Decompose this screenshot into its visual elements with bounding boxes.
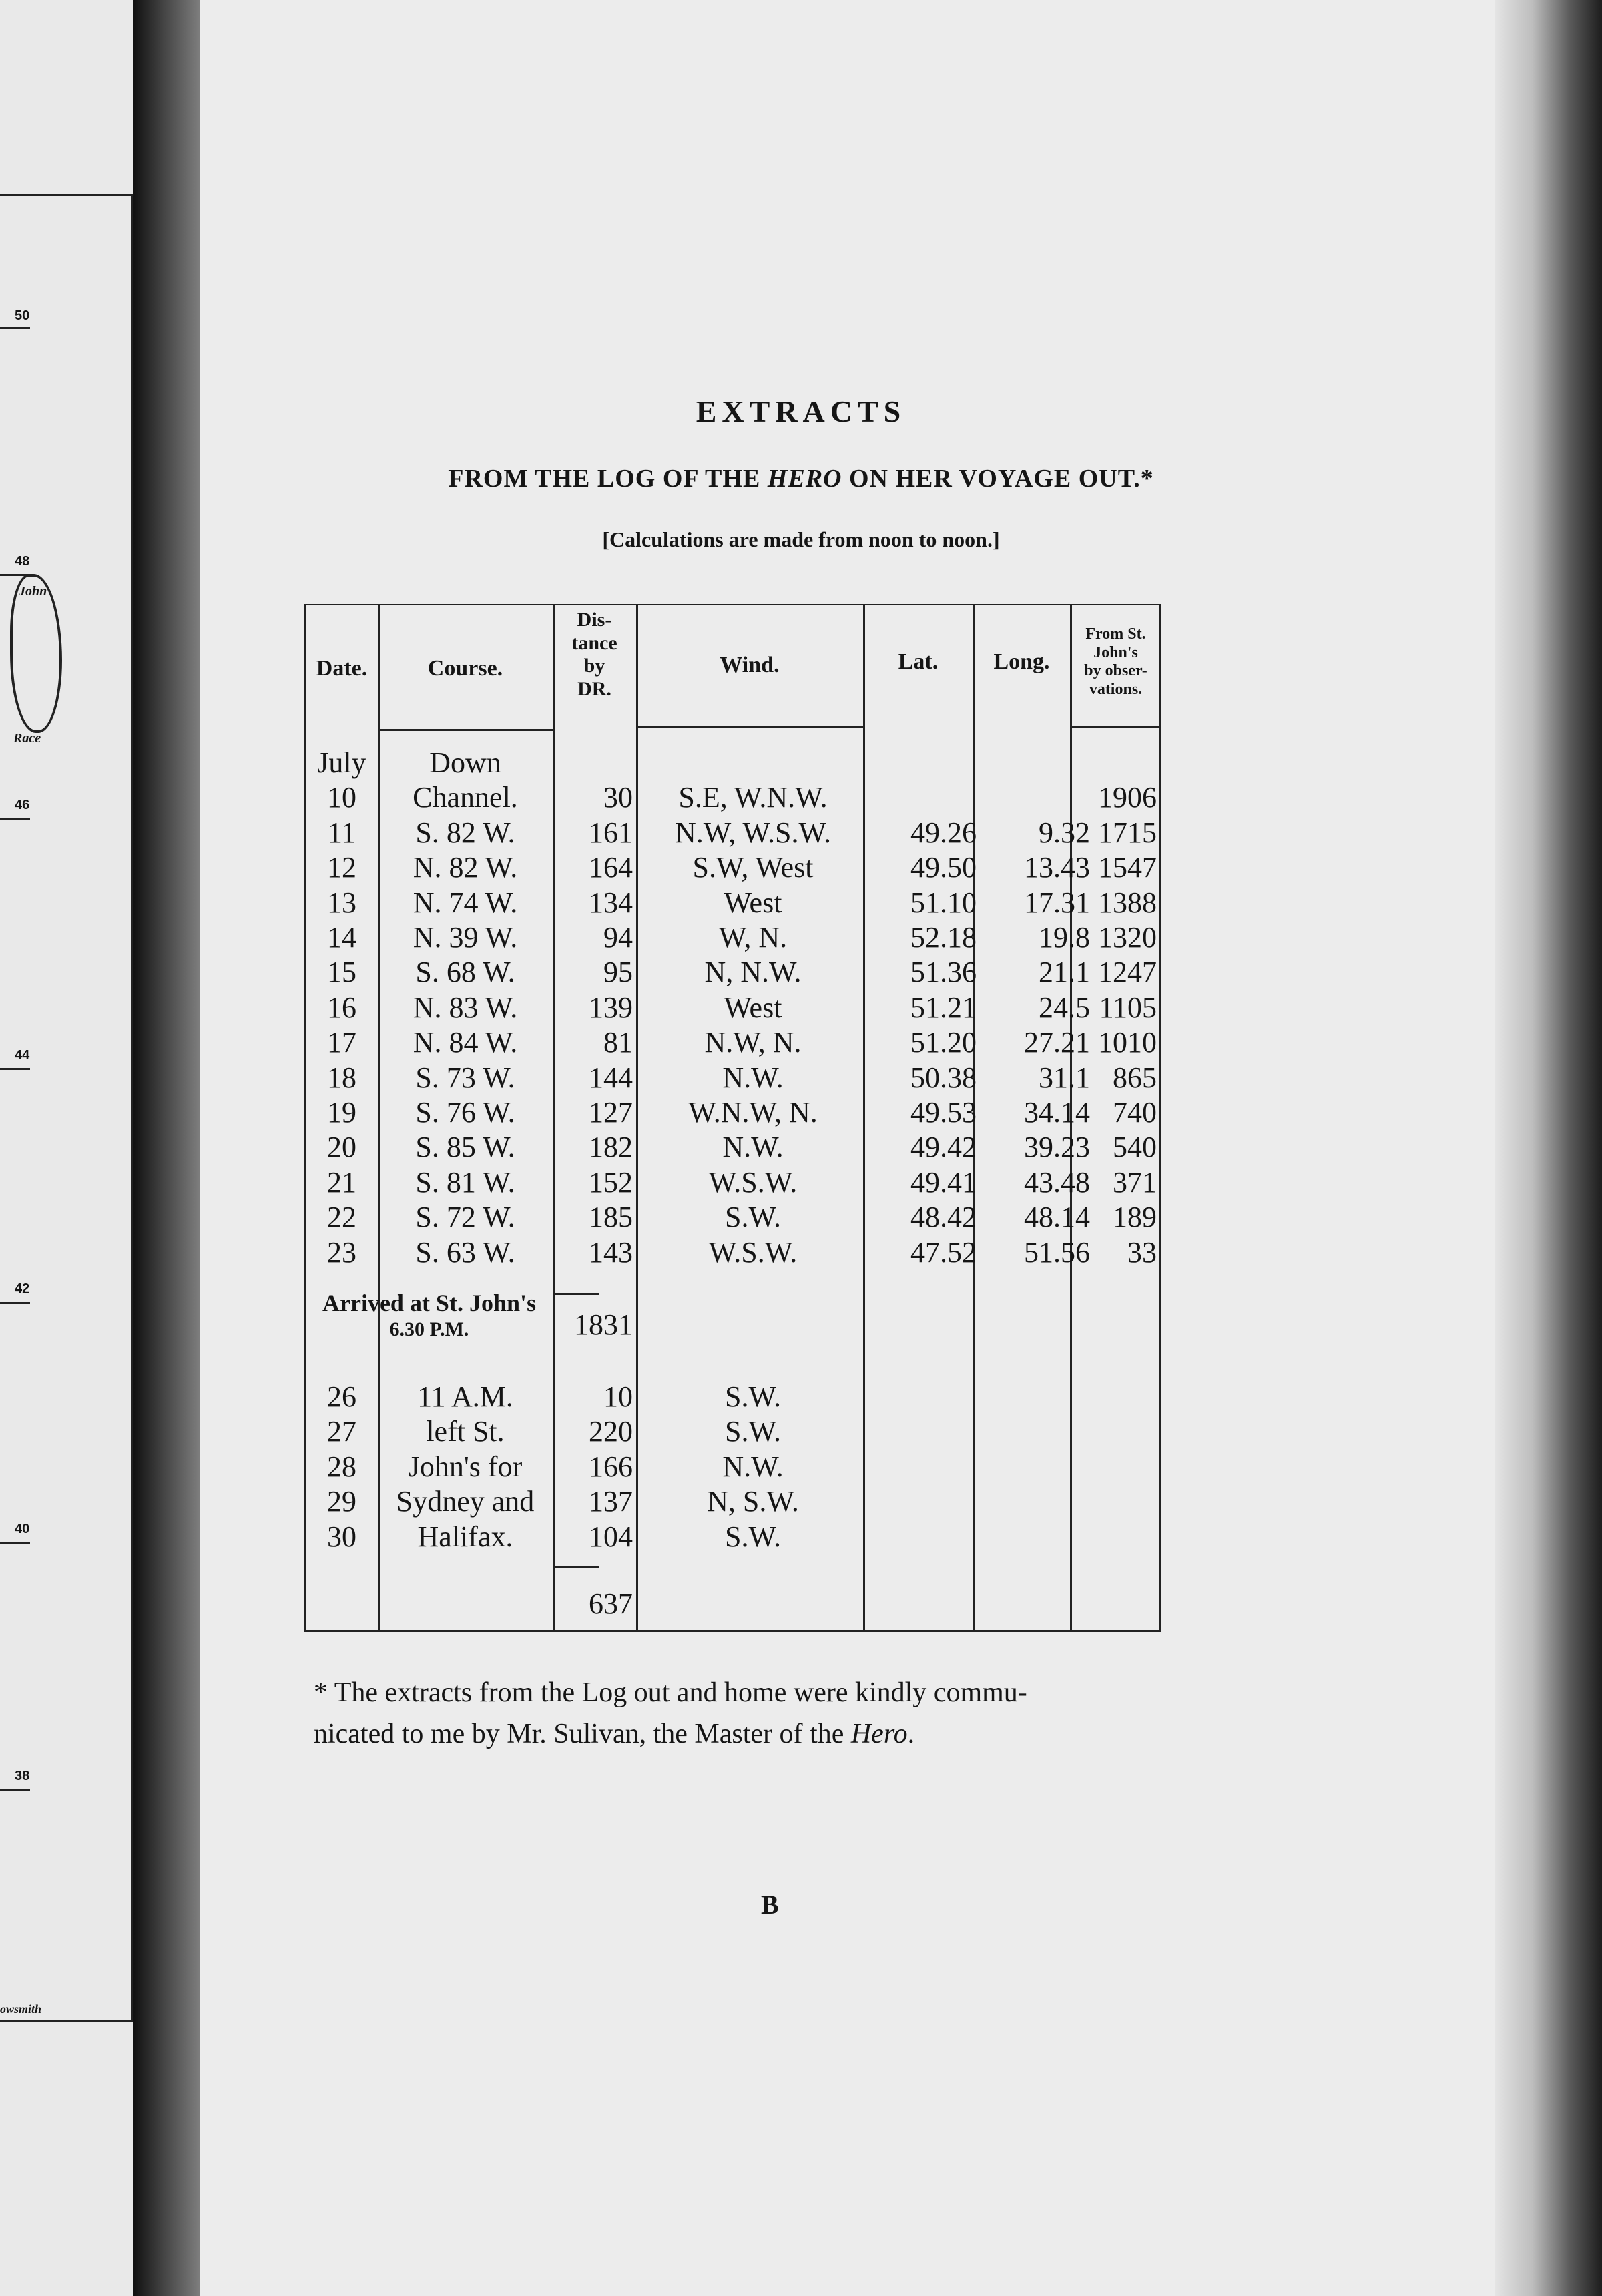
header-from-line: John's: [1093, 643, 1138, 661]
map-place-label: John: [19, 584, 47, 599]
cell-lat: 49.41: [910, 1165, 977, 1199]
cell-from: 1715: [1098, 816, 1157, 849]
cell-from: 865: [1113, 1061, 1157, 1094]
total-outward: 1831: [574, 1308, 633, 1341]
sum-rule: [553, 1293, 599, 1295]
footnote-line: * The extracts from the Log out and home were kindly commu-: [314, 1677, 1027, 1708]
cell-course: N. 39 W.: [413, 921, 518, 954]
cell-lat: 49.26: [910, 816, 977, 849]
header-date: Date.: [316, 656, 368, 681]
cell-lat: 47.52: [910, 1235, 977, 1269]
header-from-line: vations.: [1089, 680, 1143, 698]
cell-date: 26: [327, 1380, 356, 1413]
footnote: [314, 1672, 1181, 1755]
cell-date: 12: [327, 851, 356, 884]
cell-lat: 49.50: [910, 851, 977, 884]
cell-date: 14: [327, 921, 356, 954]
footnote-text: nicated to me by Mr. Sulivan, the Master of the: [314, 1719, 851, 1749]
cell-from: 1906: [1098, 781, 1157, 814]
map-tick: [0, 327, 30, 329]
arrival-time: 6.30 P.M.: [389, 1318, 469, 1340]
cell-wind: West: [724, 990, 782, 1024]
map-lat-label: 40: [15, 1522, 30, 1536]
cell-long: 34.14: [1024, 1096, 1090, 1129]
cell-long: 51.56: [1024, 1235, 1090, 1269]
sum-rule: [553, 1566, 599, 1568]
subtitle-text: ON HER VOYAGE OUT.*: [842, 465, 1154, 493]
cell-from: 1388: [1098, 886, 1157, 919]
cell-course: S. 72 W.: [415, 1201, 515, 1234]
cell-course: 11 A.M.: [417, 1380, 513, 1413]
cell-dist: 104: [589, 1520, 633, 1553]
cell-course: S. 73 W.: [415, 1061, 515, 1094]
cell-long: 19.8: [1039, 921, 1090, 954]
map-lat-label: 46: [15, 798, 30, 812]
cell-lat: 51.36: [910, 956, 977, 989]
ship-name: Hero: [850, 1719, 908, 1749]
page-subtitle: [200, 464, 1402, 493]
cell-course: N. 83 W.: [413, 990, 518, 1024]
cell-long: 39.23: [1024, 1131, 1090, 1164]
cell-wind: S.W.: [725, 1415, 781, 1448]
column-divider: [636, 605, 638, 1630]
cell-date: 13: [327, 886, 356, 919]
cell-lat: 51.20: [910, 1026, 977, 1059]
cell-long: 27.21: [1024, 1026, 1090, 1059]
cell-wind: S.W.: [725, 1520, 781, 1553]
cell-wind: W.S.W.: [708, 1235, 798, 1269]
cell-course: S. 81 W.: [415, 1165, 515, 1199]
cell-wind: W, N.: [718, 921, 788, 954]
cell-from: 1320: [1098, 921, 1157, 954]
cell-long: 43.48: [1024, 1165, 1090, 1199]
total-homeward: 637: [589, 1587, 633, 1620]
map-credit: owsmith: [0, 2002, 42, 2016]
page-edge: [1495, 0, 1602, 2296]
cell-wind: S.W, West: [692, 851, 814, 884]
cell-course: Halifax.: [417, 1520, 513, 1553]
map-tick: [0, 818, 30, 820]
map-tick: [0, 1302, 30, 1304]
cell-from: 1010: [1098, 1026, 1157, 1059]
cell-course: S. 63 W.: [415, 1235, 515, 1269]
cell-from: 1547: [1098, 851, 1157, 884]
header-distance-line: by: [583, 655, 605, 677]
cell-date: 11: [327, 816, 356, 849]
cell-date: 16: [327, 990, 356, 1024]
cell-long: 9.32: [1039, 816, 1090, 849]
cell-dist: 10: [603, 1380, 633, 1413]
left-page-map: [0, 0, 144, 2296]
cell-date: 15: [327, 956, 356, 989]
cell-wind: S.E, W.N.W.: [678, 781, 828, 814]
header-lat: Lat.: [898, 649, 939, 674]
header-rule: [1070, 726, 1161, 728]
page-title: EXTRACTS: [696, 394, 906, 428]
map-lat-label: 44: [15, 1048, 30, 1063]
cell-course: S. 82 W.: [415, 816, 515, 849]
cell-date: 27: [327, 1415, 356, 1448]
header-distance-line: tance: [571, 631, 617, 654]
cell-dist: 139: [589, 990, 633, 1024]
header-rule: [636, 726, 863, 728]
cell-course: Sydney and: [396, 1485, 535, 1518]
cell-date: 17: [327, 1026, 356, 1059]
header-rule: [378, 729, 553, 731]
header-long: Long.: [993, 649, 1050, 674]
cell-dist: 182: [589, 1131, 633, 1164]
cell-from: 1247: [1098, 956, 1157, 989]
cell-wind: N.W, W.S.W.: [675, 816, 831, 849]
cell-dist: 127: [589, 1096, 633, 1129]
cell-from: 371: [1113, 1165, 1157, 1199]
cell-dist: 94: [603, 921, 633, 954]
header-distance-line: Dis-: [577, 609, 612, 631]
cell-course: N. 82 W.: [413, 851, 518, 884]
cell-lat: 51.10: [910, 886, 977, 919]
cell-dist: 137: [589, 1485, 633, 1518]
map-tick: [0, 1068, 30, 1070]
calculation-note: [Calculations are made from noon to noon.]: [602, 527, 1000, 551]
map-lat-label: 48: [15, 554, 30, 569]
cell-dist: 134: [589, 886, 633, 919]
log-table: [304, 604, 1161, 1632]
header-wind: Wind.: [720, 653, 780, 677]
cell-lat: 51.21: [910, 990, 977, 1024]
cell-course: N. 74 W.: [413, 886, 518, 919]
cell-from: 33: [1127, 1235, 1157, 1269]
cell-from: 740: [1113, 1096, 1157, 1129]
cell-long: 24.5: [1039, 990, 1090, 1024]
cell-long: 13.43: [1024, 851, 1090, 884]
cell-course: N. 84 W.: [413, 1026, 518, 1059]
cell-dist: 166: [589, 1450, 633, 1483]
cell-from: 1105: [1099, 990, 1157, 1024]
cell-date: 19: [327, 1096, 356, 1129]
cell-long: 17.31: [1024, 886, 1090, 919]
cell-wind: N.W.: [722, 1061, 784, 1094]
header-from-line: by obser-: [1084, 662, 1147, 680]
cell-date: 10: [327, 781, 356, 814]
cell-from: 189: [1113, 1201, 1157, 1234]
header-from-st-johns: [1070, 625, 1161, 699]
header-course: Course.: [427, 656, 503, 681]
cell-long: 48.14: [1024, 1201, 1090, 1234]
cell-wind: N, N.W.: [704, 956, 802, 989]
map-tick: [0, 1789, 30, 1791]
cell-dist: 143: [589, 1235, 633, 1269]
cell-course: S. 76 W.: [415, 1096, 515, 1129]
cell-dist: 30: [603, 781, 633, 814]
header-distance: [553, 609, 636, 701]
arrival-note: [306, 1289, 553, 1343]
cell-dist: 161: [589, 816, 633, 849]
cell-wind: N.W.: [722, 1450, 784, 1483]
cell-wind: N, S.W.: [707, 1485, 799, 1518]
cell-course: Down: [429, 746, 501, 779]
cell-long: 31.1: [1039, 1061, 1090, 1094]
ship-name: HERO: [767, 465, 842, 493]
cell-dist: 152: [589, 1165, 633, 1199]
map-place-label: Race: [13, 731, 41, 746]
cell-course: S. 68 W.: [415, 956, 515, 989]
cell-wind: N.W, N.: [704, 1026, 802, 1059]
cell-course: John's for: [408, 1450, 523, 1483]
footnote-text: .: [907, 1719, 915, 1749]
cell-from: 540: [1113, 1131, 1157, 1164]
map-lat-label: 42: [15, 1281, 30, 1296]
cell-wind: S.W.: [725, 1380, 781, 1413]
cell-date: 28: [327, 1450, 356, 1483]
cell-dist: 164: [589, 851, 633, 884]
cell-date: 30: [327, 1520, 356, 1553]
cell-lat: 48.42: [910, 1201, 977, 1234]
cell-wind: W.N.W, N.: [688, 1096, 818, 1129]
header-distance-line: DR.: [577, 677, 611, 700]
cell-dist: 144: [589, 1061, 633, 1094]
cell-date: 20: [327, 1131, 356, 1164]
header-from-line: From St.: [1085, 625, 1146, 643]
cell-wind: N.W.: [722, 1131, 784, 1164]
cell-course: Channel.: [413, 781, 518, 814]
cell-date: 23: [327, 1235, 356, 1269]
cell-dist: 185: [589, 1201, 633, 1234]
map-frame: [0, 194, 134, 2022]
cell-wind: W.S.W.: [708, 1165, 798, 1199]
cell-date: July: [317, 746, 366, 779]
cell-lat: 49.53: [910, 1096, 977, 1129]
arrival-line: Arrived at St. John's: [322, 1289, 536, 1316]
cell-course: left St.: [426, 1415, 505, 1448]
cell-dist: 95: [603, 956, 633, 989]
cell-date: 22: [327, 1201, 356, 1234]
cell-date: 29: [327, 1485, 356, 1518]
cell-wind: S.W.: [725, 1201, 781, 1234]
cell-dist: 81: [603, 1026, 633, 1059]
signature-mark: B: [761, 1890, 779, 1920]
map-lat-label: 50: [15, 308, 30, 323]
map-tick: [0, 1542, 30, 1544]
cell-wind: West: [724, 886, 782, 919]
cell-date: 21: [327, 1165, 356, 1199]
cell-lat: 50.38: [910, 1061, 977, 1094]
cell-course: S. 85 W.: [415, 1131, 515, 1164]
map-lat-label: 38: [15, 1769, 30, 1783]
cell-lat: 52.18: [910, 921, 977, 954]
cell-date: 18: [327, 1061, 356, 1094]
subtitle-text: FROM THE LOG OF THE: [448, 465, 768, 493]
footnote-line: [314, 1713, 1181, 1755]
cell-lat: 49.42: [910, 1131, 977, 1164]
cell-long: 21.1: [1039, 956, 1090, 989]
cell-dist: 220: [589, 1415, 633, 1448]
